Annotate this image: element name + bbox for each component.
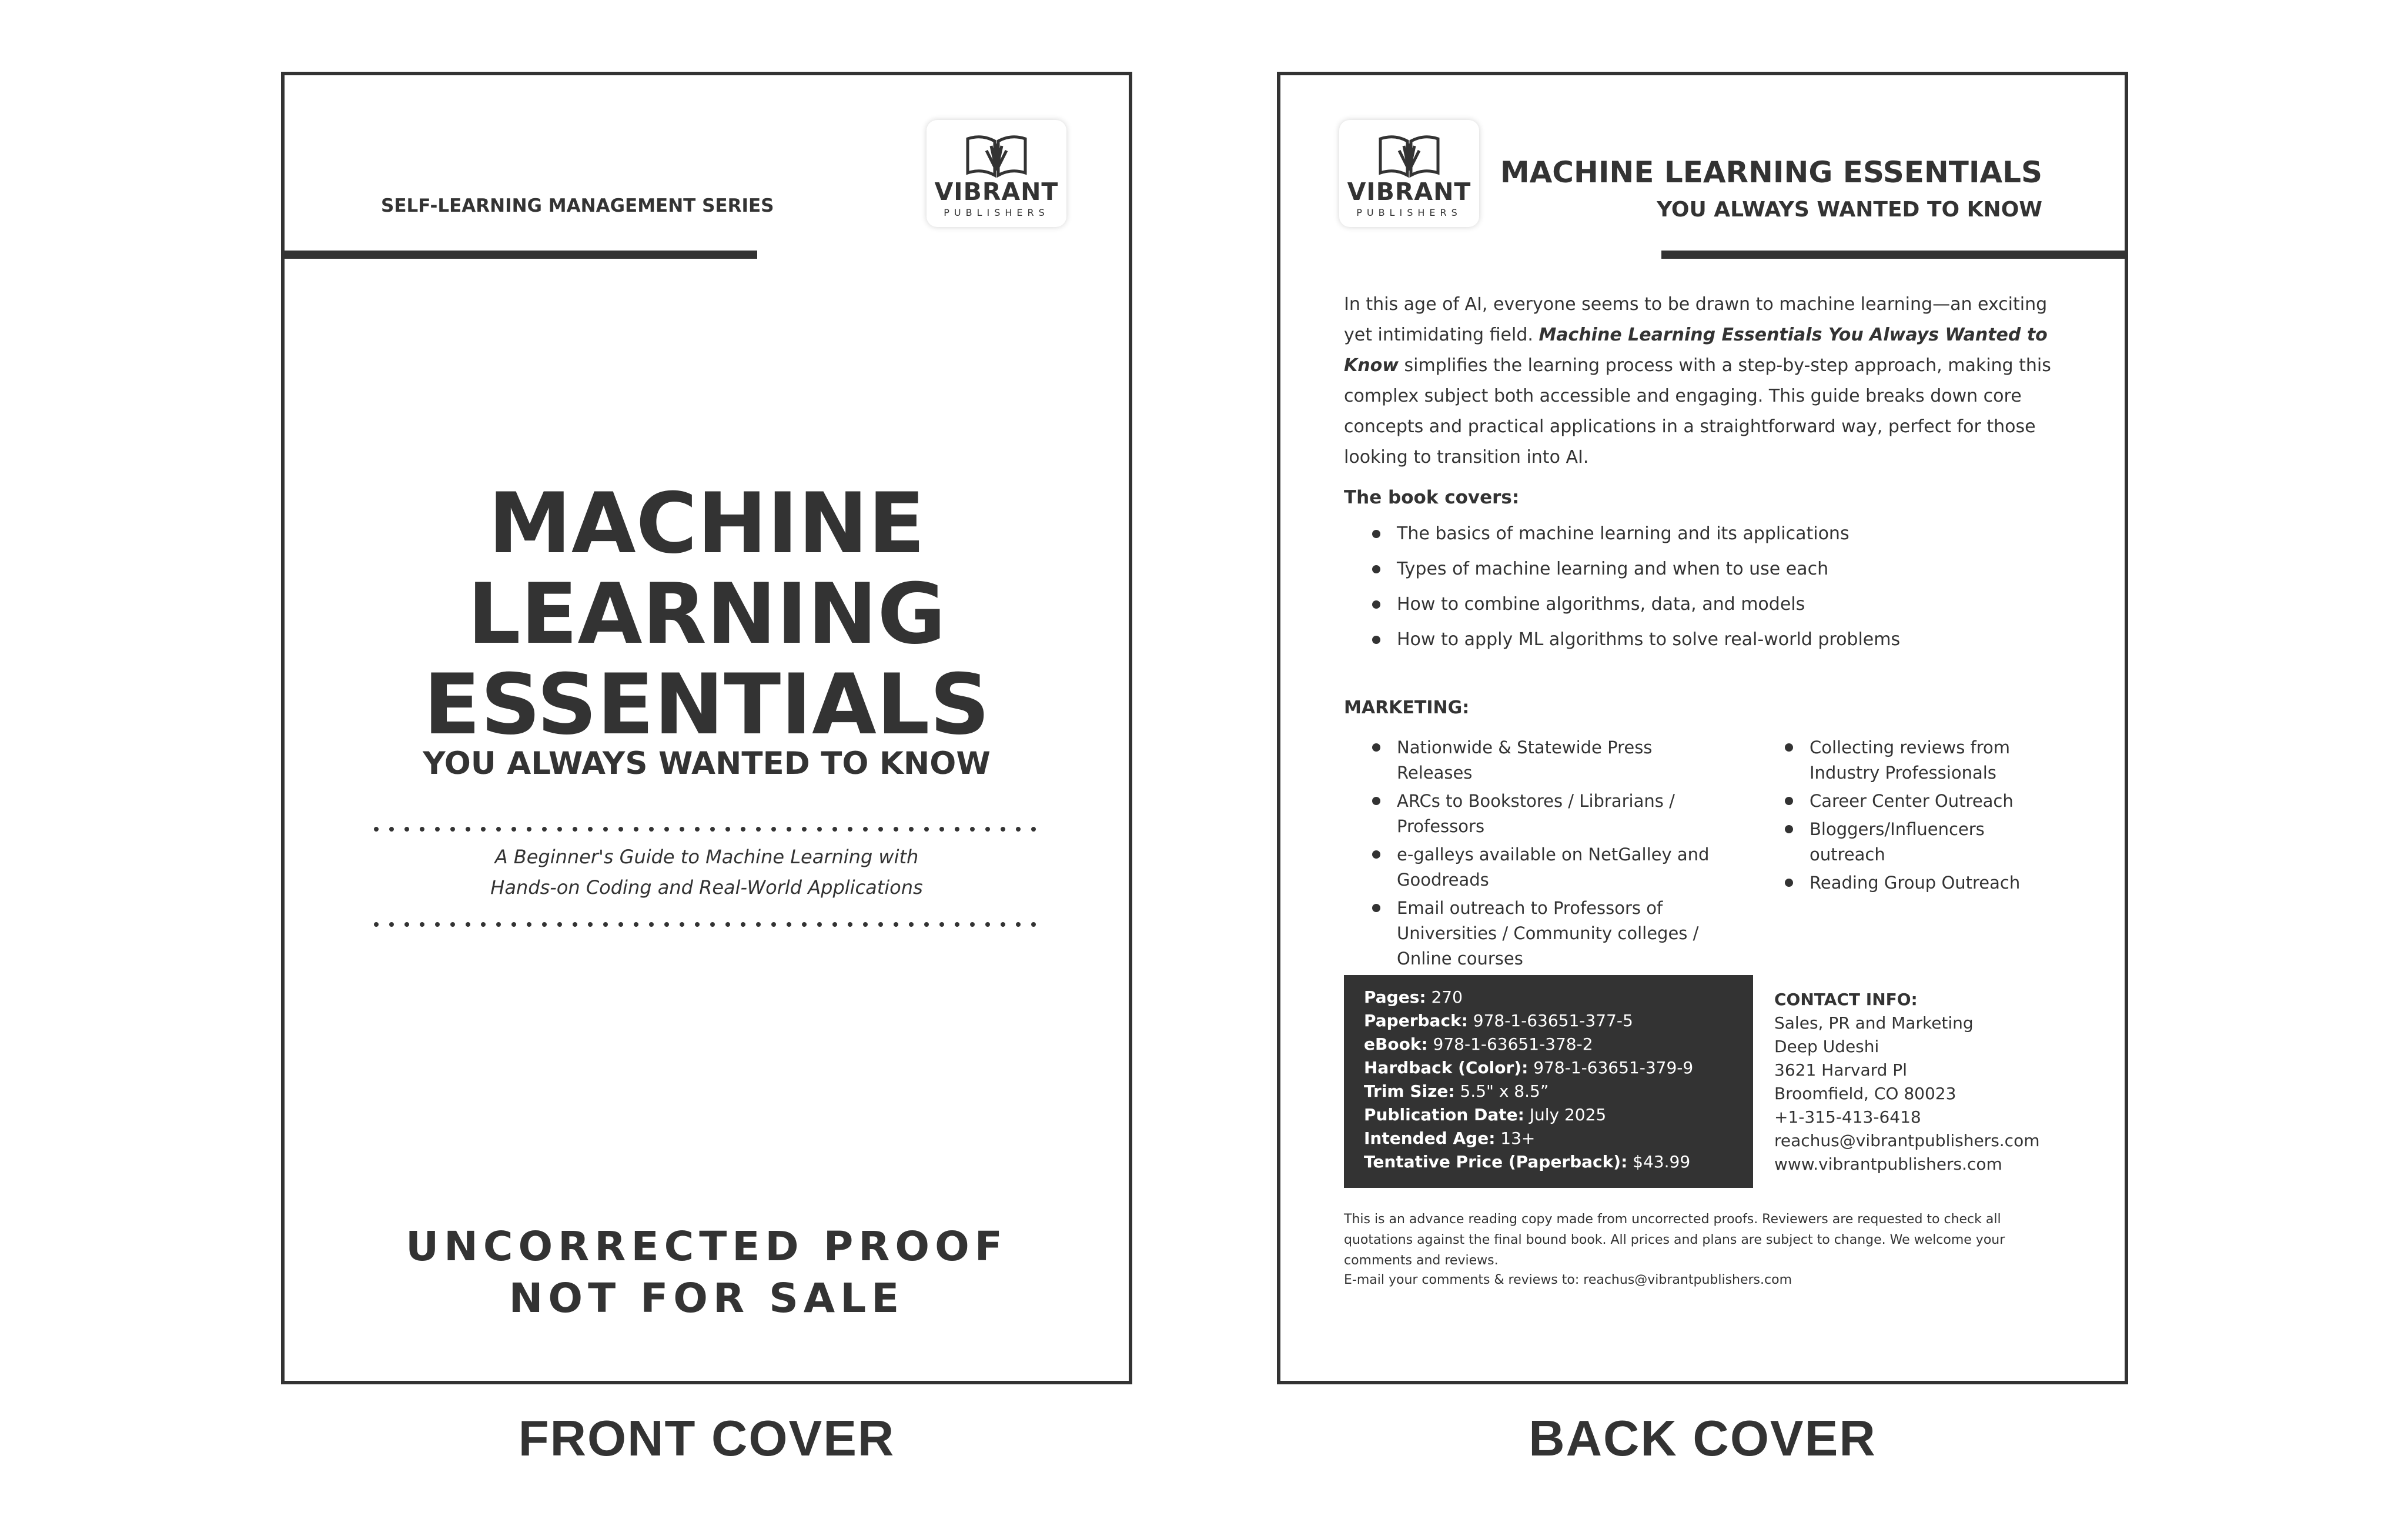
covers-list xyxy=(1367,522,2014,663)
detail-key: Tentative Price (Paperback): xyxy=(1364,1152,1628,1171)
marketing-list-right xyxy=(1780,735,2045,899)
logo-subtext: PUBLISHERS xyxy=(944,207,1049,218)
review-email-line: E-mail your comments & reviews to: reachus@vibrantpublishers.com xyxy=(1344,1273,1792,1287)
list-item: Career Center Outreach xyxy=(1780,789,2045,814)
contact-line: +1-315-413-6418 xyxy=(1774,1107,1921,1127)
contact-line: 3621 Harvard Pl xyxy=(1774,1060,1907,1080)
detail-paperback xyxy=(1364,1009,1733,1033)
intro-text-end: simplifies the learning process with a step-by-step approach, making this complex subject both accessible and engaging. This guide breaks down core concepts and practical applications in a straightforward way, perfect for those looking to transition into AI. xyxy=(1344,355,2051,468)
detail-hardback xyxy=(1364,1056,1733,1080)
logo-subtext: PUBLISHERS xyxy=(1356,207,1462,218)
proof-line-2: NOT FOR SALE xyxy=(509,1275,905,1322)
detail-key: Publication Date: xyxy=(1364,1105,1524,1124)
marketing-heading: MARKETING: xyxy=(1344,697,1470,718)
detail-price xyxy=(1364,1150,1733,1174)
list-item: Email outreach to Professors of Universities / Community colleges / Online courses xyxy=(1367,896,1732,972)
header-rule xyxy=(285,251,757,259)
detail-key: Pages: xyxy=(1364,987,1426,1007)
detail-key: Hardback (Color): xyxy=(1364,1058,1529,1077)
back-title: MACHINE LEARNING ESSENTIALS xyxy=(1500,155,2042,189)
detail-value: 270 xyxy=(1426,987,1463,1007)
back-cover xyxy=(1277,72,2128,1384)
contact-line: Sales, PR and Marketing xyxy=(1774,1013,1974,1033)
open-book-icon xyxy=(1377,127,1442,179)
detail-value: 978-1-63651-377-5 xyxy=(1467,1011,1633,1030)
publisher-logo xyxy=(927,120,1066,227)
list-item: How to apply ML algorithms to solve real-world problems xyxy=(1367,628,2014,663)
front-cover-label: FRONT COVER xyxy=(518,1411,895,1467)
list-item: Reading Group Outreach xyxy=(1780,870,2045,896)
detail-trim-size xyxy=(1364,1080,1733,1103)
title-line-2: LEARNING xyxy=(467,566,946,663)
detail-key: Intended Age: xyxy=(1364,1129,1496,1148)
disclaimer: This is an advance reading copy made from uncorrected proofs. Reviewers are requested to check all quotations against the final bound book. All prices and plans are subject to change. We welcome your comments and reviews. xyxy=(1344,1212,2005,1268)
detail-key: eBook: xyxy=(1364,1034,1428,1054)
back-cover-label: BACK COVER xyxy=(1529,1411,1877,1467)
list-item: The basics of machine learning and its applications xyxy=(1367,522,2014,557)
contact-email: reachus@vibrantpublishers.com xyxy=(1774,1131,2040,1150)
list-item: Collecting reviews from Industry Professionals xyxy=(1780,735,2045,786)
dotted-divider xyxy=(373,826,1043,833)
intro-text-start: In this age of AI, everyone seems to be drawn to machine learning—an exciting yet intimidating field. xyxy=(1344,294,2048,345)
detail-intended-age xyxy=(1364,1127,1733,1150)
publisher-logo xyxy=(1339,120,1479,227)
list-item: How to combine algorithms, data, and models xyxy=(1367,593,2014,628)
detail-value: 978-1-63651-379-9 xyxy=(1528,1058,1694,1077)
contact-info xyxy=(1774,988,2092,1176)
contact-line: Broomfield, CO 80023 xyxy=(1774,1084,1956,1103)
detail-value: $43.99 xyxy=(1627,1152,1691,1171)
title-line-1: MACHINE xyxy=(488,475,925,572)
detail-pages xyxy=(1364,986,1733,1009)
list-item: Bloggers/Influencers outreach xyxy=(1780,817,2045,867)
marketing-list-left xyxy=(1367,735,1732,974)
open-book-icon xyxy=(964,127,1029,179)
contact-line: Deep Udeshi xyxy=(1774,1037,1879,1056)
detail-ebook xyxy=(1364,1033,1733,1056)
detail-value: 13+ xyxy=(1495,1129,1536,1148)
proof-line-1: UNCORRECTED PROOF xyxy=(406,1223,1008,1270)
detail-value: July 2025 xyxy=(1524,1105,1607,1124)
list-item: ARCs to Bookstores / Librarians / Professors xyxy=(1367,789,1732,839)
list-item: Nationwide & Statewide Press Releases xyxy=(1367,735,1732,786)
subtitle: YOU ALWAYS WANTED TO KNOW xyxy=(423,746,991,782)
logo-wordmark: VIBRANT xyxy=(934,178,1059,206)
title-line-3: ESSENTIALS xyxy=(423,656,990,753)
covers-heading: The book covers: xyxy=(1344,487,1520,508)
list-item: e-galleys available on NetGalley and Goodreads xyxy=(1367,842,1732,893)
series-name: SELF-LEARNING MANAGEMENT SERIES xyxy=(381,195,774,216)
intro-paragraph xyxy=(1344,289,2067,473)
detail-key: Paperback: xyxy=(1364,1011,1468,1030)
header-rule xyxy=(1661,251,2128,259)
detail-key: Trim Size: xyxy=(1364,1081,1455,1101)
intro-book-title: Machine Learning Essentials You Always Wanted to Know xyxy=(1344,325,2048,376)
dotted-divider xyxy=(373,921,1043,928)
front-cover xyxy=(281,72,1132,1384)
tagline-line-2: Hands-on Coding and Real-World Applications xyxy=(490,876,923,899)
contact-heading: CONTACT INFO: xyxy=(1774,990,1918,1009)
detail-publication-date xyxy=(1364,1103,1733,1127)
book-details-box xyxy=(1344,975,1753,1188)
detail-value: 978-1-63651-378-2 xyxy=(1427,1034,1593,1054)
back-subtitle: YOU ALWAYS WANTED TO KNOW xyxy=(1657,198,2042,222)
tagline-line-1: A Beginner's Guide to Machine Learning with xyxy=(494,846,919,868)
list-item: Types of machine learning and when to use each xyxy=(1367,557,2014,593)
contact-website: www.vibrantpublishers.com xyxy=(1774,1154,2002,1174)
logo-wordmark: VIBRANT xyxy=(1347,178,1471,206)
detail-value: 5.5" x 8.5” xyxy=(1454,1081,1549,1101)
